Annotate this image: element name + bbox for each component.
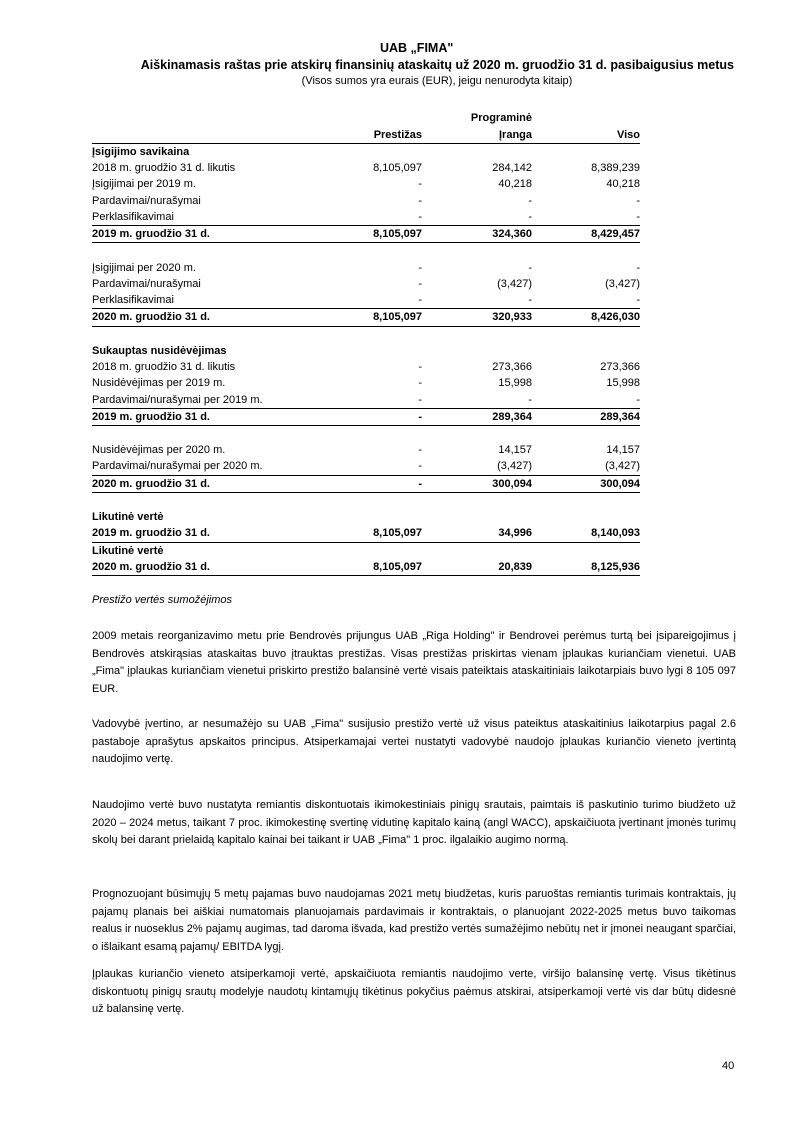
table-row: Įsigijimai per 2019 m. - 40,218 40,218	[92, 178, 640, 191]
col-header-software-line2: Įranga	[422, 126, 532, 143]
document-header	[80, 40, 734, 89]
table-row: Perklasifikavimai - - -	[92, 210, 640, 223]
section-heading-goodwill-impairment: Prestižo vertės sumožėjimos	[92, 594, 232, 606]
table-row: Nusidėvėjimas per 2020 m. - 14,157 14,157	[92, 444, 640, 457]
section-net-value-2019: Likutinė vertė	[92, 511, 164, 524]
intangible-assets-table	[92, 110, 640, 576]
paragraph-2: Vadovybė įvertino, ar nesumažėjo su UAB „Fima" susijusio prestižo vertė už visus pateiktus ataskaitinius laikotarpius pagal 2.6 pastaboje aprašytus apskaitos principus. Atsiperkamajai vertei nustatyti vadovybė naudojo įplaukas kuriančio vieneto įvertintą naudojimo vertę.	[92, 718, 736, 765]
section-net-value-2020: Likutinė vertė	[92, 544, 164, 557]
table-row: 2018 m. gruodžio 31 d. likutis - 273,366 273,366	[92, 361, 640, 373]
total-row: 2020 m. gruodžio 31 d. 8,105,097 320,933 8,426,030	[92, 309, 640, 326]
table-row: Įsigijimai per 2020 m. - - -	[92, 261, 640, 274]
page-number: 40	[722, 1060, 735, 1072]
total-row: 2019 m. gruodžio 31 d. - 289,364 289,364	[92, 408, 640, 425]
table-row: Pardavimai/nurašymai per 2020 m. - (3,427) (3,427)	[92, 460, 640, 473]
table-row: 2018 m. gruodžio 31 d. likutis 8,105,097 284,142 8,389,239	[92, 162, 640, 175]
table-row: Pardavimai/nurašymai - - -	[92, 194, 640, 207]
col-header-software-line1: Programinė	[470, 112, 532, 125]
net-value-row: 2020 m. gruodžio 31 d. 8,105,097 20,839 8,125,936	[92, 559, 640, 576]
table-row: Pardavimai/nurašymai per 2019 m. - - -	[92, 393, 640, 406]
document-title: Aiškinamasis raštas prie atskirų finansinių ataskaitų už 2020 m. gruodžio 31 d. pasibaigusius metus	[140, 58, 734, 72]
total-row: 2019 m. gruodžio 31 d. 8,105,097 324,360 8,429,457	[92, 226, 640, 243]
col-header-total: Viso	[532, 126, 640, 143]
table-row: Perklasifikavimai - - -	[92, 294, 640, 307]
document-subtitle: (Visos sumos yra eurais (EUR), jeigu nenurodyta kitaip)	[301, 75, 573, 87]
paragraph-1: 2009 metais reorganizavimo metu prie Bendrovės prijungus UAB „Riga Holding" ir Bendrovei perėmus turtą bei įsipareigojimus į Bendrovės atskirąsias ataskaitas buvo įtrauktas prestižas. Visas prestižas priskirtas vienam įplaukas kuriančiam vienetui. UAB „Fima" įplaukas kuriančiam vienetui priskirto prestižo balansinė vertė visais pateiktais ataskaitiniais laikotarpiais buvo lygi 8 105 097 EUR.	[92, 630, 736, 695]
paragraph-4: Prognozuojant būsimųjų 5 metų pajamas buvo naudojamas 2021 metų biudžetas, kuris paruoštas remiantis turimais kontraktais, jų pajamų planais bei aiškiai numatomais planuojamais pardavimais ir kontraktais, o planuojant 2022-2025 metus buvo taikomas realus ir nuoseklus 2% pajamų augimas, tad daroma išvada, kad prestižo vertės sumažėjimo nebūtų net ir įmonei neaugant sparčiai, o išlaikant esamą pajamų/ EBITDA lygį.	[92, 888, 736, 953]
net-value-row: 2019 m. gruodžio 31 d. 8,105,097 34,996 8,140,093	[92, 525, 640, 542]
paragraph-5: Įplaukas kuriančio vieneto atsiperkamoji vertė, apskaičiuota remiantis naudojimo verte, viršijo balansinę vertę. Visus tikėtinus diskontuotų pinigų srautų modelyje naudotų kintamųjų tikėtinus pokyčius paėmus atskirai, atsiperkamoji vertė vis dar būtų didesnė už balansinę vertę.	[92, 968, 736, 1015]
company-name: UAB „FIMA"	[380, 41, 454, 55]
section-depreciation: Sukauptas nusidėvėjimas	[92, 344, 227, 357]
table-row: Pardavimai/nurašymai - (3,427) (3,427)	[92, 277, 640, 290]
table-row: Nusidėvėjimas per 2019 m. - 15,998 15,998	[92, 377, 640, 390]
paragraph-3: Naudojimo vertė buvo nustatyta remiantis diskontuotais ikimokestiniais pinigų srautais, paimtais iš paskutinio turimo biudžeto už 2020 – 2024 metus, taikant 7 proc. ikimokestinę svertinę vidutinę kapitalo kainą (angl WACC), apskaičiuota įvertinant įmonės turimų skolų bei darant prielaidą kapitalo kainai bei taikant ir UAB „Fima" 1 proc. ilgalaikio augimo normą.	[92, 799, 736, 846]
section-cost: Įsigijimo savikaina	[92, 145, 190, 158]
col-header-goodwill: Prestižas	[322, 126, 422, 143]
total-row: 2020 m. gruodžio 31 d. - 300,094 300,094	[92, 475, 640, 492]
